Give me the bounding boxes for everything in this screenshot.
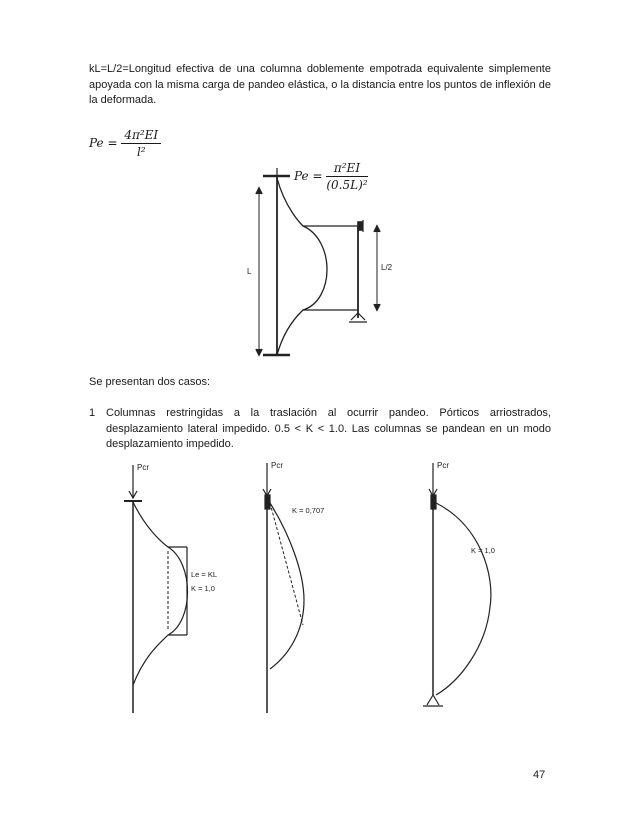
formula1-numerator: 4π²EI	[121, 128, 161, 144]
formula2-lhs: Pe =	[294, 169, 323, 183]
case1-text: Columnas restringidas a la traslación al ocurrir pandeo. Pórticos arriostrados, desplazamiento lateral impedido. 0.5 < K < 1.0. Las columnas se pandean en un modo desplazamiento impedido.	[106, 407, 551, 450]
case1-number: 1	[89, 407, 96, 419]
formula-fixed-fixed	[89, 128, 161, 159]
col1-k-label: K = 1,0	[191, 584, 215, 593]
intro-paragraph: kL=L/2=Longitud efectiva de una columna doblemente empotrada equivalente simplemente apoyada con la misma carga de pandeo elástica, o la distancia entre los puntos de inflexión de la deformada.	[89, 63, 551, 106]
formula1-lhs: Pe =	[89, 136, 118, 150]
figure1-label-l: L	[247, 267, 252, 276]
col2-load-label: Pcr	[271, 461, 283, 470]
col1-load-label: Pcr	[137, 463, 149, 472]
figure1-label-l2: L/2	[381, 263, 393, 272]
col2-k-label: K = 0,707	[292, 506, 325, 515]
col3-k-label: K = 1,0	[471, 546, 495, 555]
formula1-fraction	[121, 128, 161, 159]
cases-intro: Se presentan dos casos:	[89, 376, 211, 388]
formula1-denominator: l²	[136, 145, 146, 159]
figure-fixed-column-diagram	[245, 160, 405, 360]
col1-le-label: Le = KL	[191, 570, 218, 579]
page-number: 47	[533, 769, 546, 781]
figure-braced-columns	[90, 455, 530, 713]
formula2-denominator: (0.5L)²	[326, 178, 368, 192]
col3-load-label: Pcr	[437, 461, 449, 470]
formula2-numerator: π²EI	[326, 161, 367, 177]
case-list-item-1	[89, 406, 551, 453]
